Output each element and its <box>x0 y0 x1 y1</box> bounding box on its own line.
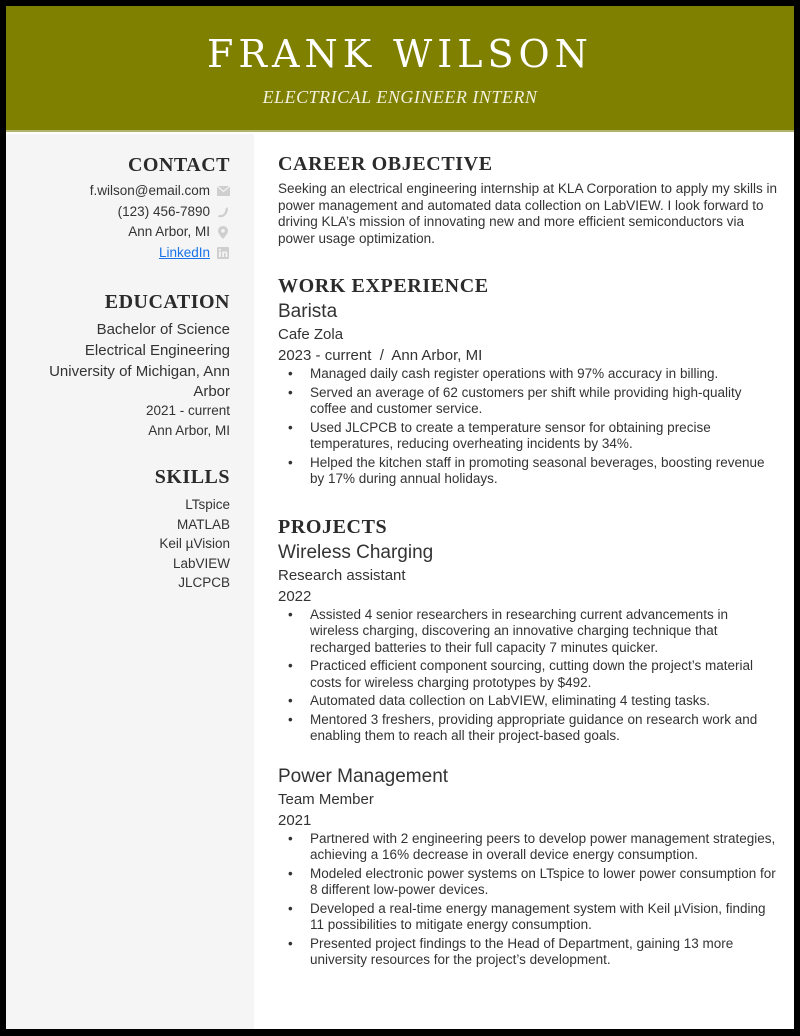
job-title: Barista <box>278 301 338 322</box>
project-year: 2021 <box>278 811 312 829</box>
phone-text: (123) 456-7890 <box>117 203 210 219</box>
candidate-title: ELECTRICAL ENGINEER INTERN <box>262 87 538 107</box>
contact-phone <box>6 202 230 223</box>
resume-header <box>6 6 794 132</box>
resume-page <box>6 6 794 1029</box>
job-company: Cafe Zola <box>278 326 344 343</box>
project-entry <box>278 541 778 745</box>
email-text: f.wilson@email.com <box>89 183 210 198</box>
skill-item: JLCPCB <box>178 575 230 590</box>
bullet-item: • Helped the kitchen staff in promoting seasonal beverages, boosting revenue by 17% during annual holidays. <box>310 455 778 488</box>
job-dates-location: 2023 - current / Ann Arbor, MI <box>278 347 483 364</box>
bullet-item: • Modeled electronic power systems on LTspice to lower power consumption for 8 different low-power devices. <box>310 866 778 899</box>
bullet-item: • Used JLCPCB to create a temperature sensor for obtaining precise temperatures, reducing overheating incidents by 34%. <box>310 420 778 453</box>
bullet-item: • Presented project findings to the Head of Department, gaining 13 more university resources for the project’s development. <box>310 936 778 969</box>
contact-location <box>6 222 230 243</box>
candidate-name: FRANK WILSON <box>207 32 593 76</box>
project-bullets <box>278 831 778 969</box>
education-major: Electrical Engineering <box>84 342 230 359</box>
experience-heading: WORK EXPERIENCE <box>278 275 489 297</box>
sidebar <box>6 134 254 1029</box>
linkedin-icon <box>216 246 230 260</box>
skill-item: LabVIEW <box>172 555 230 571</box>
job-bullets <box>278 366 778 488</box>
education-heading: EDUCATION <box>104 291 230 313</box>
linkedin-link[interactable]: LinkedIn <box>158 244 210 260</box>
contact-heading: CONTACT <box>127 154 230 176</box>
education-school-cont: Arbor <box>193 383 230 400</box>
project-year: 2022 <box>278 587 312 605</box>
bullet-item: • Automated data collection on LabVIEW, eliminating 4 testing tasks. <box>310 693 778 710</box>
bullet-item: • Managed daily cash register operations with 97% accuracy in billing. <box>310 366 778 383</box>
education-degree: Bachelor of Science <box>96 321 230 338</box>
project-entry <box>278 765 778 969</box>
objective-heading: CAREER OBJECTIVE <box>278 153 493 175</box>
main-content <box>278 134 778 971</box>
bullet-item: • Served an average of 62 customers per shift while providing high-quality coffee and customer service. <box>310 385 778 418</box>
education-school: University of Michigan, Ann <box>49 363 230 380</box>
map-pin-icon <box>216 225 230 239</box>
skill-item: LTspice <box>185 497 230 512</box>
education-dates: 2021 - current <box>145 403 230 418</box>
contact-email <box>6 181 230 202</box>
location-text: Ann Arbor, MI <box>128 224 210 239</box>
objective-text: Seeking an electrical engineering internship at KLA Corporation to apply my skills in power management and automated data collection on LabVIEW. I look forward to driving KLA’s mission of innovating new and more efficient semiconductors via power usage optimization. <box>278 181 778 246</box>
project-role: Team Member <box>278 790 374 808</box>
project-role: Research assistant <box>278 566 406 584</box>
bullet-item: • Partnered with 2 engineering peers to develop power management strategies, achieving a 16% decrease in overall device energy consumption. <box>310 831 778 864</box>
project-title: Power Management <box>278 765 449 787</box>
skill-item: Keil µVision <box>159 536 230 551</box>
projects-heading: PROJECTS <box>278 515 388 538</box>
contact-linkedin <box>6 243 230 264</box>
skills-heading: SKILLS <box>154 466 230 488</box>
bullet-item: • Assisted 4 senior researchers in researching current advancements in wireless charging, discovering an innovative charging technique that recharged batteries to their full capacity 7 minutes quicker. <box>310 607 778 657</box>
bullet-item: • Developed a real-time energy management system with Keil µVision, finding 11 possibilities to mitigate energy consumption. <box>310 901 778 934</box>
phone-icon <box>216 205 230 219</box>
bullet-item: • Practiced efficient component sourcing, cutting down the project’s material costs for wireless charging prototypes by $492. <box>310 658 778 691</box>
project-bullets <box>278 607 778 745</box>
education-location: Ann Arbor, MI <box>148 422 230 438</box>
envelope-icon <box>216 184 230 198</box>
skill-item: MATLAB <box>176 516 230 532</box>
job-entry <box>278 300 778 488</box>
bullet-item: • Mentored 3 freshers, providing appropriate guidance on research work and enabling them to reach all their project-based goals. <box>310 712 778 745</box>
project-title: Wireless Charging <box>278 541 434 563</box>
